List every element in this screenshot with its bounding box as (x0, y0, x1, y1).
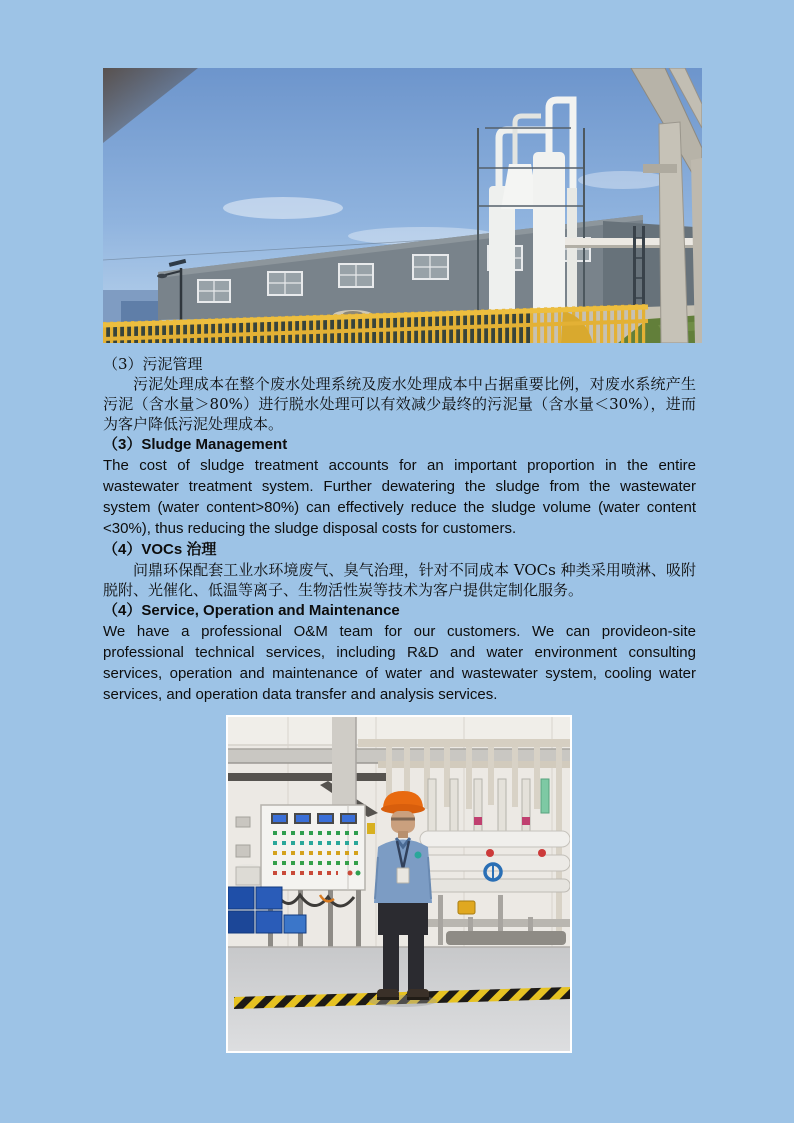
technician-illustration (228, 717, 570, 1051)
section-4-cn-heading: （4）VOCs 治理 (103, 541, 217, 558)
plant-exterior-illustration (103, 68, 702, 343)
section-3-cn-heading: （3）污泥管理 (103, 355, 203, 373)
plant-exterior-photo (103, 68, 702, 343)
section-4-en-body: We have a professional O&M team for our customers. We can provideon-site professional technical services, including R&D and water environment consulting services, operation and maintenance of water and wastewater system, cooling water services, and operation data transfer and analysis services. (103, 623, 696, 703)
section-4-en-heading: （4）Service, Operation and Maintenance (103, 602, 400, 619)
section-3-en-body: The cost of sludge treatment accounts for an important proportion in the entire wastewater treatment system. Further dewatering the sludge from the wastewater system (water content>80%) can effectively reduce the sludge volume (water content <30%), thus reducing the sludge disposal costs for customers. (103, 457, 696, 537)
section-3-cn-body: 污泥处理成本在整个废水处理系统及废水处理成本中占据重要比例，对废水系统产生污泥（含水量＞80%）进行脱水处理可以有效减少最终的污泥量（含水量＜30%），进而为客户降低污泥处理成本。 (103, 375, 696, 433)
section-4-cn-body: 问鼎环保配套工业水环境废气、臭气治理，针对不同成本 VOCs 种类采用喷淋、吸附脱附、光催化、低温等离子、生物活性炭等技术为客户提供定制化服务。 (103, 561, 696, 599)
section-3-en-heading: （3）Sludge Management (103, 436, 288, 453)
body-text (103, 354, 696, 705)
technician-photo (226, 715, 572, 1053)
